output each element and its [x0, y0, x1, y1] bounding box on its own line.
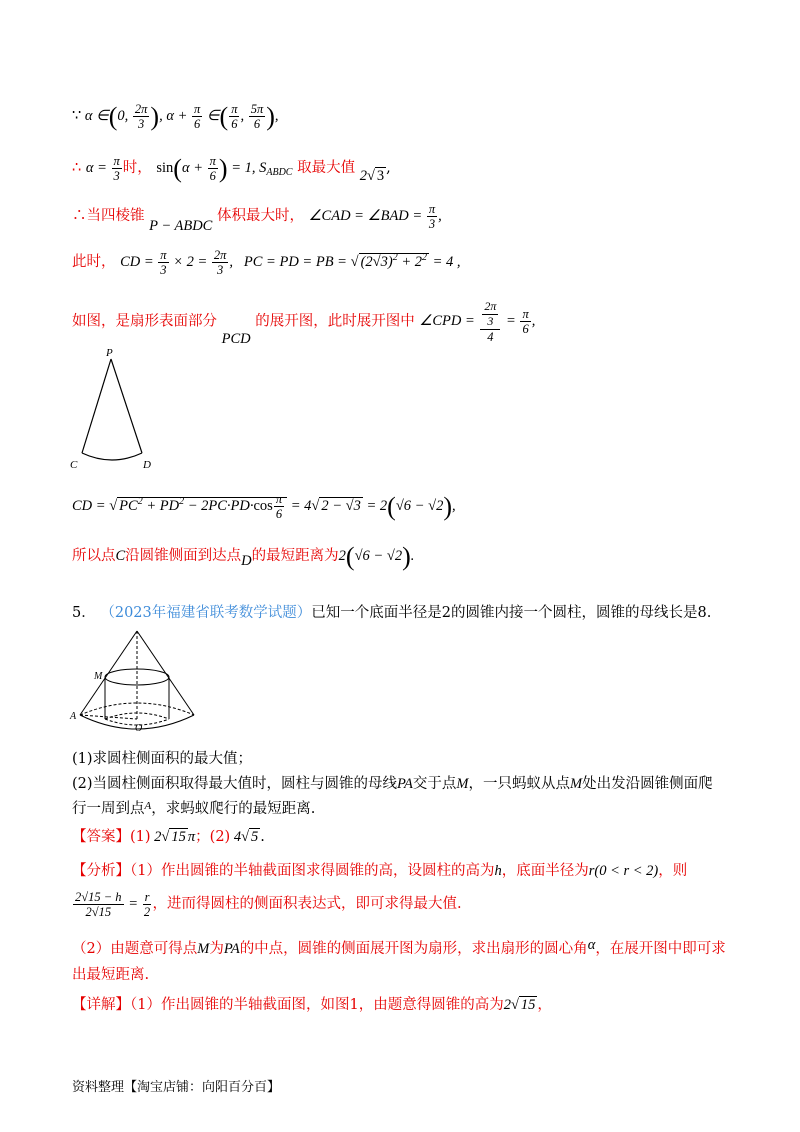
- line-4: [72, 248, 461, 278]
- detail-text-1a: （1）作出圆锥的半轴截面图，如图1，由题意得圆锥的高为: [130, 997, 504, 1013]
- text-when-pyramid: ∴当四棱锥: [72, 208, 145, 225]
- part-2-text-a: (2)当圆柱侧面积取得最大值时，圆柱与圆锥的母线: [72, 776, 398, 792]
- question-5-part1: [72, 750, 252, 769]
- part-2-text-cont-a: 行一周到点: [72, 801, 145, 817]
- point-m: M: [456, 776, 469, 792]
- text-volume-max: 体积最大时，: [216, 208, 304, 225]
- line-pa: PA: [397, 776, 413, 792]
- answer-line: 【答案】(1) 2√ 15 π；(2) 4√ 5 .: [72, 829, 265, 845]
- detail-text-1c: ，: [537, 997, 552, 1013]
- analysis-text-1c: ，底面半径为: [501, 863, 589, 879]
- analysis-line-1: [72, 862, 687, 881]
- var-r-range: r(0 < r < 2): [588, 863, 659, 879]
- analysis-text-3c: 为: [209, 941, 224, 957]
- analysis-text-3e: 的中点，圆锥的侧面展开图为扇形，求出扇形的圆心角: [239, 941, 588, 957]
- text-shortest: 的最短距离为: [251, 548, 339, 565]
- point-c: C: [115, 548, 126, 565]
- point-m-3: M: [197, 941, 210, 957]
- analysis-text-3a: （2）由题意可得点: [72, 941, 198, 957]
- analysis-line-4: [72, 966, 149, 985]
- analysis-text-2b: ，进而得圆柱的侧面积表达式，即可求得最大值.: [152, 896, 462, 913]
- text-as-shown: 如图，是扇形表面部分: [72, 313, 217, 330]
- label-p: P: [106, 347, 113, 359]
- formula-max-val: 2√ 3: [359, 168, 385, 185]
- answer-formula-1: 2√ 15 π: [150, 829, 196, 845]
- point-m-2: M: [570, 776, 583, 792]
- formula-cd-length: CD = √ $PC^2 + PD^2 - 2PC\cdot PD\cdot\cos$ $\frac{\pi}{6}$ = 4√ 2 − √3 = 2(√6 − √2),: [72, 492, 456, 522]
- question-5-part2: [72, 775, 713, 794]
- part-2-text-e: ，一只蚂蚁从点: [468, 776, 570, 792]
- line-5: [72, 299, 536, 348]
- point-a: A: [144, 800, 152, 812]
- sector-figure: [66, 345, 166, 475]
- therefore-symbol: ∴: [72, 160, 82, 177]
- part-2-text-c: 交于点: [412, 776, 457, 792]
- formula-alpha-range: ∵ α ∈(0, $\frac{2\pi}{3}$ ), α + $\frac{\pi}{6}$ ∈( $\frac{\pi}{6}$ , $\frac{5\pi}{6}$ ),: [72, 102, 279, 132]
- analysis-label: 【分析】: [72, 863, 130, 879]
- line-2: ∴ α = $\frac{\pi}{3}$ 时， sin(α + $\frac{\pi}{6}$ ) = 1, $S_{ABDC}$ 取最大值 2√ 3 ,: [72, 154, 391, 185]
- formula-cd-arc: CD = $\frac{\pi}{3}$ × 2 = $\frac{2\pi}{3}$ , PC = PD = PB = √ $(2√3)^2 + 2^2 = 4$ ,: [120, 248, 461, 278]
- line-6: [72, 490, 456, 524]
- var-alpha: α: [587, 937, 596, 953]
- detail-line-1: [72, 996, 552, 1015]
- text-unfold: 的展开图，此时展开图中: [255, 313, 415, 330]
- formula-sin: sin(α + $\frac{\pi}{6}$ ) = 1, $S_{ABDC}$: [156, 154, 293, 184]
- analysis-text-1e: ，则: [658, 863, 688, 879]
- line-1: [72, 100, 279, 134]
- formula-result: 2(√6 − √2).: [338, 542, 415, 571]
- var-h: h: [494, 863, 502, 879]
- question-text: 已知一个底面半径是2的圆锥内接一个圆柱，圆锥的母线长是8.: [311, 605, 712, 621]
- formula-angle-cpd: ∠CPD = $\frac{\frac{2\pi}{3}}{4}$ = $\frac{\pi}{6}$ ,: [419, 299, 536, 344]
- text-when: 时，: [122, 160, 152, 177]
- label-c: C: [70, 459, 78, 471]
- formula-alpha-eq: α = $\frac{\pi}{3}$: [85, 154, 120, 184]
- line-pa-2: PA: [223, 941, 240, 957]
- part-2-text-g: 处出发沿圆锥侧面爬: [582, 776, 713, 792]
- part-2-text-cont-c: ，求蚂蚁爬行的最短距离.: [151, 801, 316, 817]
- formula-pcd: PCD: [221, 331, 251, 348]
- line-7: [72, 540, 414, 574]
- analysis-line-2: [72, 890, 462, 920]
- part-1-text: (1)求圆柱侧面积的最大值；: [72, 751, 253, 767]
- point-d: D: [241, 553, 252, 570]
- question-5-part2-cont: [72, 800, 315, 819]
- formula-ratio: $\frac{2√15 - h}{2√15}$ = $\frac{r}{2}$: [75, 890, 151, 920]
- text-at-this-time: 此时，: [72, 254, 116, 271]
- cone-cylinder-figure: [66, 625, 206, 740]
- answer-text: (1): [130, 829, 151, 845]
- label-a: A: [70, 711, 77, 722]
- analysis-line-3: [72, 937, 726, 959]
- question-5: [72, 604, 711, 623]
- text-max-value: 取最大值: [297, 160, 356, 177]
- text-so-point: 所以点: [72, 548, 116, 565]
- text-along: 沿圆锥侧面到达点: [125, 548, 242, 565]
- formula-pyramid: P − ABDC: [149, 218, 213, 235]
- analysis-text-1a: （1）作出圆锥的半轴截面图求得圆锥的高，设圆柱的高为: [130, 863, 495, 879]
- formula-angle: ∠CAD = ∠BAD = $\frac{\pi}{3}$ ,: [308, 202, 442, 232]
- detail-label: 【详解】: [72, 997, 130, 1013]
- label-o: O: [135, 723, 143, 734]
- label-d: D: [143, 459, 151, 471]
- question-number: 5．: [72, 605, 96, 621]
- label-m: M: [94, 671, 103, 682]
- footer: 资料整理【淘宝店铺：向阳百分百】: [72, 1080, 281, 1095]
- line-3: [72, 202, 442, 235]
- analysis-text-3g: ，在展开图中即可求: [595, 941, 726, 957]
- answer-formula-2: 4√ 5: [230, 829, 259, 845]
- analysis-text-4: 出最短距离.: [72, 967, 150, 983]
- question-source: （2023年福建省联考数学试题）: [100, 605, 312, 621]
- detail-formula: 2√ 15: [503, 997, 536, 1013]
- answer-label: 【答案】: [72, 829, 130, 845]
